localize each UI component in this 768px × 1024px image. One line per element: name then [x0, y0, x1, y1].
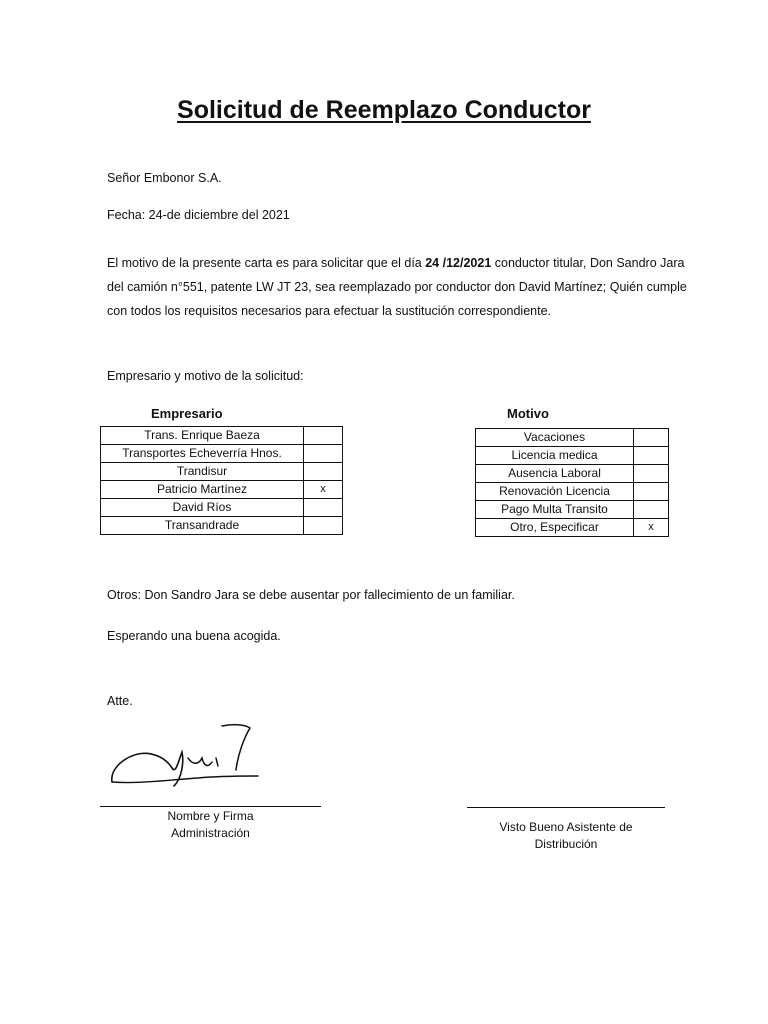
motivo-mark: [634, 501, 669, 519]
signature-right-line1: Visto Bueno Asistente de: [499, 820, 633, 834]
handwritten-signature: [108, 718, 268, 790]
body-text-end: conductor titular, Don Sandro Jara del camión n°551, patente LW JT 23, sea reemplazado por conductor don David Martínez; Quién cumple con todos los requisitos necesarios para efectuar la sustitución correspondiente.: [107, 256, 687, 318]
empresario-mark: [304, 463, 343, 481]
motivo-name: Pago Multa Transito: [476, 501, 634, 519]
requested-date: 24 /12/2021: [425, 256, 492, 270]
motivo-header: Motivo: [507, 406, 549, 421]
motivo-mark: [634, 429, 669, 447]
table-row: [476, 465, 669, 483]
empresario-mark: [304, 517, 343, 535]
signature-line-right: [467, 807, 665, 808]
empresario-mark: [304, 445, 343, 463]
motivo-name: Ausencia Laboral: [476, 465, 634, 483]
table-row: [476, 429, 669, 447]
signature-line-left: [100, 806, 321, 807]
empresario-mark: x: [304, 481, 343, 499]
table-row: [101, 445, 343, 463]
empresario-name: Trans. Enrique Baeza: [101, 427, 304, 445]
recipient-line: Señor Embonor S.A.: [107, 171, 222, 185]
table-row: [101, 427, 343, 445]
date-line: Fecha: 24-de diciembre del 2021: [107, 208, 290, 222]
motivo-mark: [634, 465, 669, 483]
motivo-mark: [634, 483, 669, 501]
signature-label-right: [467, 819, 665, 853]
signature-label-left: [100, 808, 321, 842]
empresario-name: David Ríos: [101, 499, 304, 517]
section-label: Empresario y motivo de la solicitud:: [107, 369, 304, 383]
motivo-name: Renovación Licencia: [476, 483, 634, 501]
motivo-table: [475, 428, 669, 537]
signature-right-line2: Distribución: [534, 837, 598, 851]
table-row: [101, 463, 343, 481]
table-row: [476, 447, 669, 465]
body-paragraph: [107, 251, 697, 323]
motivo-mark: [634, 447, 669, 465]
table-row: [101, 517, 343, 535]
signature-left-line1: Nombre y Firma: [167, 809, 254, 823]
empresario-mark: [304, 499, 343, 517]
body-text-start: El motivo de la presente carta es para solicitar que el día: [107, 256, 426, 270]
otros-line: Otros: Don Sandro Jara se debe ausentar por fallecimiento de un familiar.: [107, 588, 515, 602]
empresario-header: Empresario: [151, 406, 223, 421]
table-row: [476, 483, 669, 501]
empresario-name: Patricio Martínez: [101, 481, 304, 499]
atte-line: Atte.: [107, 694, 133, 708]
empresario-table: [100, 426, 343, 535]
table-row: [476, 501, 669, 519]
document-title: Solicitud de Reemplazo Conductor: [177, 96, 591, 124]
empresario-name: Transandrade: [101, 517, 304, 535]
motivo-name: Vacaciones: [476, 429, 634, 447]
motivo-name: Licencia medica: [476, 447, 634, 465]
motivo-mark: x: [634, 519, 669, 537]
empresario-mark: [304, 427, 343, 445]
signature-left-line2: Administración: [171, 826, 250, 840]
empresario-name: Transportes Echeverría Hnos.: [101, 445, 304, 463]
table-row: [476, 519, 669, 537]
empresario-name: Trandisur: [101, 463, 304, 481]
closing-line: Esperando una buena acogida.: [107, 629, 281, 643]
table-row: [101, 481, 343, 499]
table-row: [101, 499, 343, 517]
motivo-name: Otro, Especificar: [476, 519, 634, 537]
